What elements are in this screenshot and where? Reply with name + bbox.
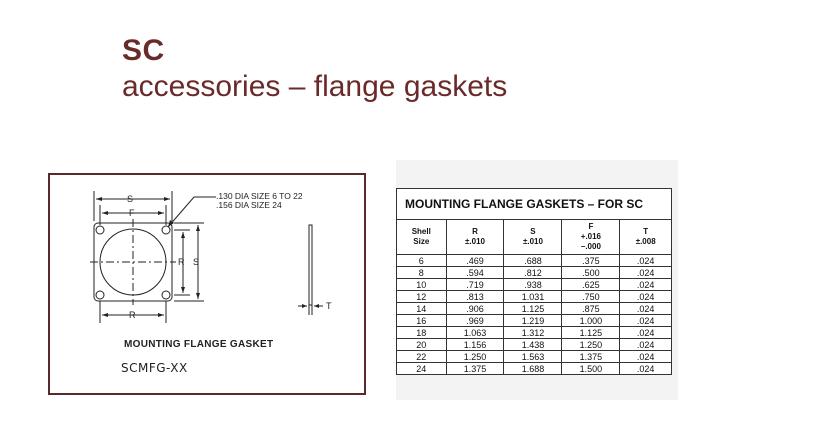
header-r: R ±.010 (446, 220, 504, 255)
table-cell: .024 (620, 267, 672, 279)
page-title-brand: SC (122, 34, 165, 67)
table-cell: .812 (504, 267, 562, 279)
table-cell: 1.219 (504, 315, 562, 327)
table-cell: 1.500 (562, 363, 620, 375)
dim-label-s: S (127, 194, 134, 204)
table-cell: 1.250 (446, 351, 504, 363)
table-cell: 1.250 (562, 339, 620, 351)
hole-note-2: .156 DIA SIZE 24 (216, 200, 282, 210)
table-cell: 1.063 (446, 327, 504, 339)
table-cell: 1.563 (504, 351, 562, 363)
table-cell: .024 (620, 255, 672, 267)
table-cell: .688 (504, 255, 562, 267)
table-cell: .024 (620, 315, 672, 327)
dim-label-r-right: R (178, 257, 185, 267)
table-cell: .024 (620, 327, 672, 339)
table-row (397, 291, 672, 303)
table-cell: 10 (397, 279, 447, 291)
table-cell: .024 (620, 291, 672, 303)
table-cell: 1.031 (504, 291, 562, 303)
dim-label-s-right: S (193, 257, 200, 267)
table-cell: .719 (446, 279, 504, 291)
gasket-drawing-panel (48, 173, 366, 395)
dim-label-t: T (326, 301, 332, 311)
spec-table (396, 188, 672, 375)
table-cell: .875 (562, 303, 620, 315)
dim-label-f: F (129, 208, 135, 218)
table-cell: 18 (397, 327, 447, 339)
table-row (397, 339, 672, 351)
spec-table-panel (396, 160, 678, 400)
table-cell: .938 (504, 279, 562, 291)
table-cell: .469 (446, 255, 504, 267)
table-cell: .625 (562, 279, 620, 291)
table-cell: 24 (397, 363, 447, 375)
table-cell: .594 (446, 267, 504, 279)
table-cell: 1.312 (504, 327, 562, 339)
table-cell: .024 (620, 339, 672, 351)
table-cell: 1.688 (504, 363, 562, 375)
table-row (397, 303, 672, 315)
table-cell: .813 (446, 291, 504, 303)
table-row (397, 279, 672, 291)
table-cell: .750 (562, 291, 620, 303)
table-cell: 14 (397, 303, 447, 315)
table-row (397, 315, 672, 327)
table-cell: .024 (620, 279, 672, 291)
table-cell: .024 (620, 351, 672, 363)
table-cell: .375 (562, 255, 620, 267)
table-cell: 1.375 (446, 363, 504, 375)
spec-table-body (397, 255, 672, 375)
table-row (397, 363, 672, 375)
table-cell: 1.000 (562, 315, 620, 327)
gasket-caption: MOUNTING FLANGE GASKET (124, 339, 274, 350)
header-s: S ±.010 (504, 220, 562, 255)
table-cell: 1.156 (446, 339, 504, 351)
table-cell: 1.125 (562, 327, 620, 339)
table-cell: .500 (562, 267, 620, 279)
table-cell: .024 (620, 363, 672, 375)
header-f: F +.016 –.000 (562, 220, 620, 255)
gasket-drawing (50, 175, 364, 393)
header-t: T ±.008 (620, 220, 672, 255)
table-cell: 12 (397, 291, 447, 303)
dim-label-r-bottom: R (129, 310, 136, 320)
table-cell: 1.375 (562, 351, 620, 363)
table-cell: .969 (446, 315, 504, 327)
table-cell: 16 (397, 315, 447, 327)
table-cell: 22 (397, 351, 447, 363)
spec-table-title: MOUNTING FLANGE GASKETS – FOR SC (396, 188, 672, 219)
table-cell: 6 (397, 255, 447, 267)
table-row (397, 255, 672, 267)
page-subtitle: accessories – flange gaskets (122, 70, 508, 103)
table-cell: .906 (446, 303, 504, 315)
table-cell: 8 (397, 267, 447, 279)
table-row (397, 351, 672, 363)
table-cell: 20 (397, 339, 447, 351)
hole-note-1: .130 DIA SIZE 6 TO 22 (216, 191, 303, 201)
table-row (397, 327, 672, 339)
part-number: SCMFG-XX (121, 361, 188, 375)
table-cell: .024 (620, 303, 672, 315)
table-row (397, 267, 672, 279)
spec-table-header-row (397, 220, 672, 255)
table-cell: 1.125 (504, 303, 562, 315)
table-cell: 1.438 (504, 339, 562, 351)
header-shell-size: Shell Size (397, 220, 447, 255)
